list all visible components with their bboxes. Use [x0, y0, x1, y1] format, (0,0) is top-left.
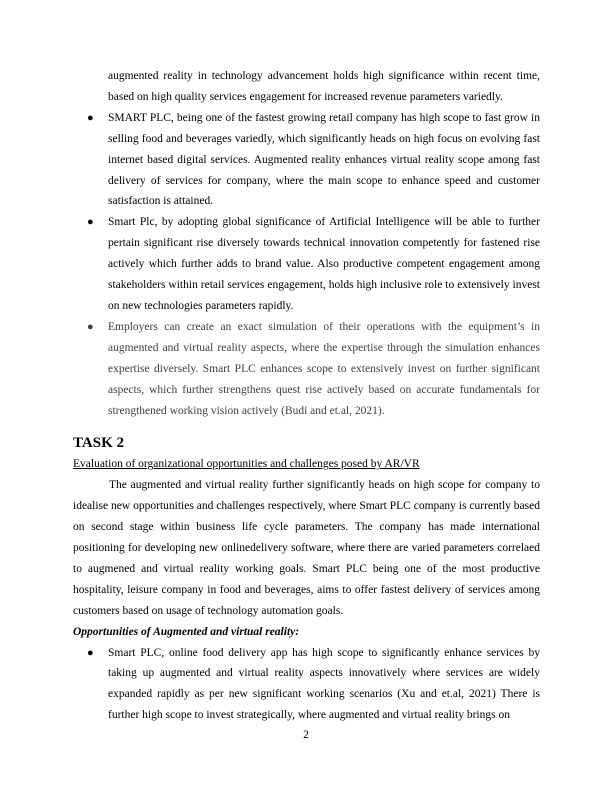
bullet-text: Smart PLC, online food delivery app has high scope to significantly enhance services by taking up augmented and virtual reality aspects innovatively where services are widely expanded rapidly as per new significant working scenarios (Xu and et.al, 2021) There is further high scope to invest strategically, where augmented and virtual reality brings on — [108, 646, 540, 722]
bullet-icon: ● — [87, 320, 94, 333]
task-heading: TASK 2 — [73, 435, 124, 452]
bullet-list-top — [73, 108, 540, 422]
bullet-icon: ● — [87, 111, 94, 124]
main-paragraph: The augmented and virtual reality further significantly heads on high scope for company to idealise new opportunities and challenges respectively, where Smart PLC company is currently based on second stage within business life cycle parameters. The company has made international positioning for developing new onlinedelivery software, where there are varied parameters correlaed to augmened and virtual reality working goals. Smart PLC being one of the most productive hospitality, leisure company in food and beverages, aims to offer fastest delivery of services among customers based on usage of technology automation goals. — [73, 479, 540, 617]
bullet-text: SMART PLC, being one of the fastest growing retail company has high scope to fast grow in selling food and beverages variedly, which significantly heads on high focus on evolving fast internet based digital services. Augmented reality enhances virtual reality scope among fast delivery of services for company, where the main scope to enhance speed and customer satisfaction is attained. — [108, 111, 540, 208]
section-subheading: Evaluation of organizational opportunities and challenges posed by AR/VR — [73, 458, 420, 471]
page-body — [73, 66, 540, 726]
list-item — [73, 643, 540, 727]
list-item — [73, 108, 540, 213]
list-item — [73, 212, 540, 317]
bullet-text: Employers can create an exact simulation of their operations with the equipment’s in augmented and virtual reality aspects, where the expertise through the simulation enhances expertise diversely. Smart PLC enhances scope to extensively invest on further significant aspects, which further strengthens quest rise actively based on accurate fundamentals for strengthened working vision actively (Budi and et.al, 2021). — [108, 320, 540, 417]
intro-continuation: augmented reality in technology advancement holds high significance within recent time, based on high quality services engagement for increased revenue parameters variedly. — [108, 70, 540, 103]
list-item — [73, 317, 540, 422]
bullet-text: Smart Plc, by adopting global significance of Artificial Intelligence will be able to further pertain significant rise diversely towards technical innovation competently for fastened rise actively which further adds to brand value. Also productive competent engagement among stakeholders within retail services engagement, holds high inclusive role to extensively invest on new technologies parameters rapidly. — [108, 216, 540, 312]
bullet-list-bottom — [73, 643, 540, 727]
bullet-icon: ● — [87, 216, 94, 229]
opportunities-heading: Opportunities of Augmented and virtual reality: — [73, 625, 300, 638]
page-number: 2 — [303, 729, 309, 741]
bullet-icon: ● — [87, 646, 94, 659]
